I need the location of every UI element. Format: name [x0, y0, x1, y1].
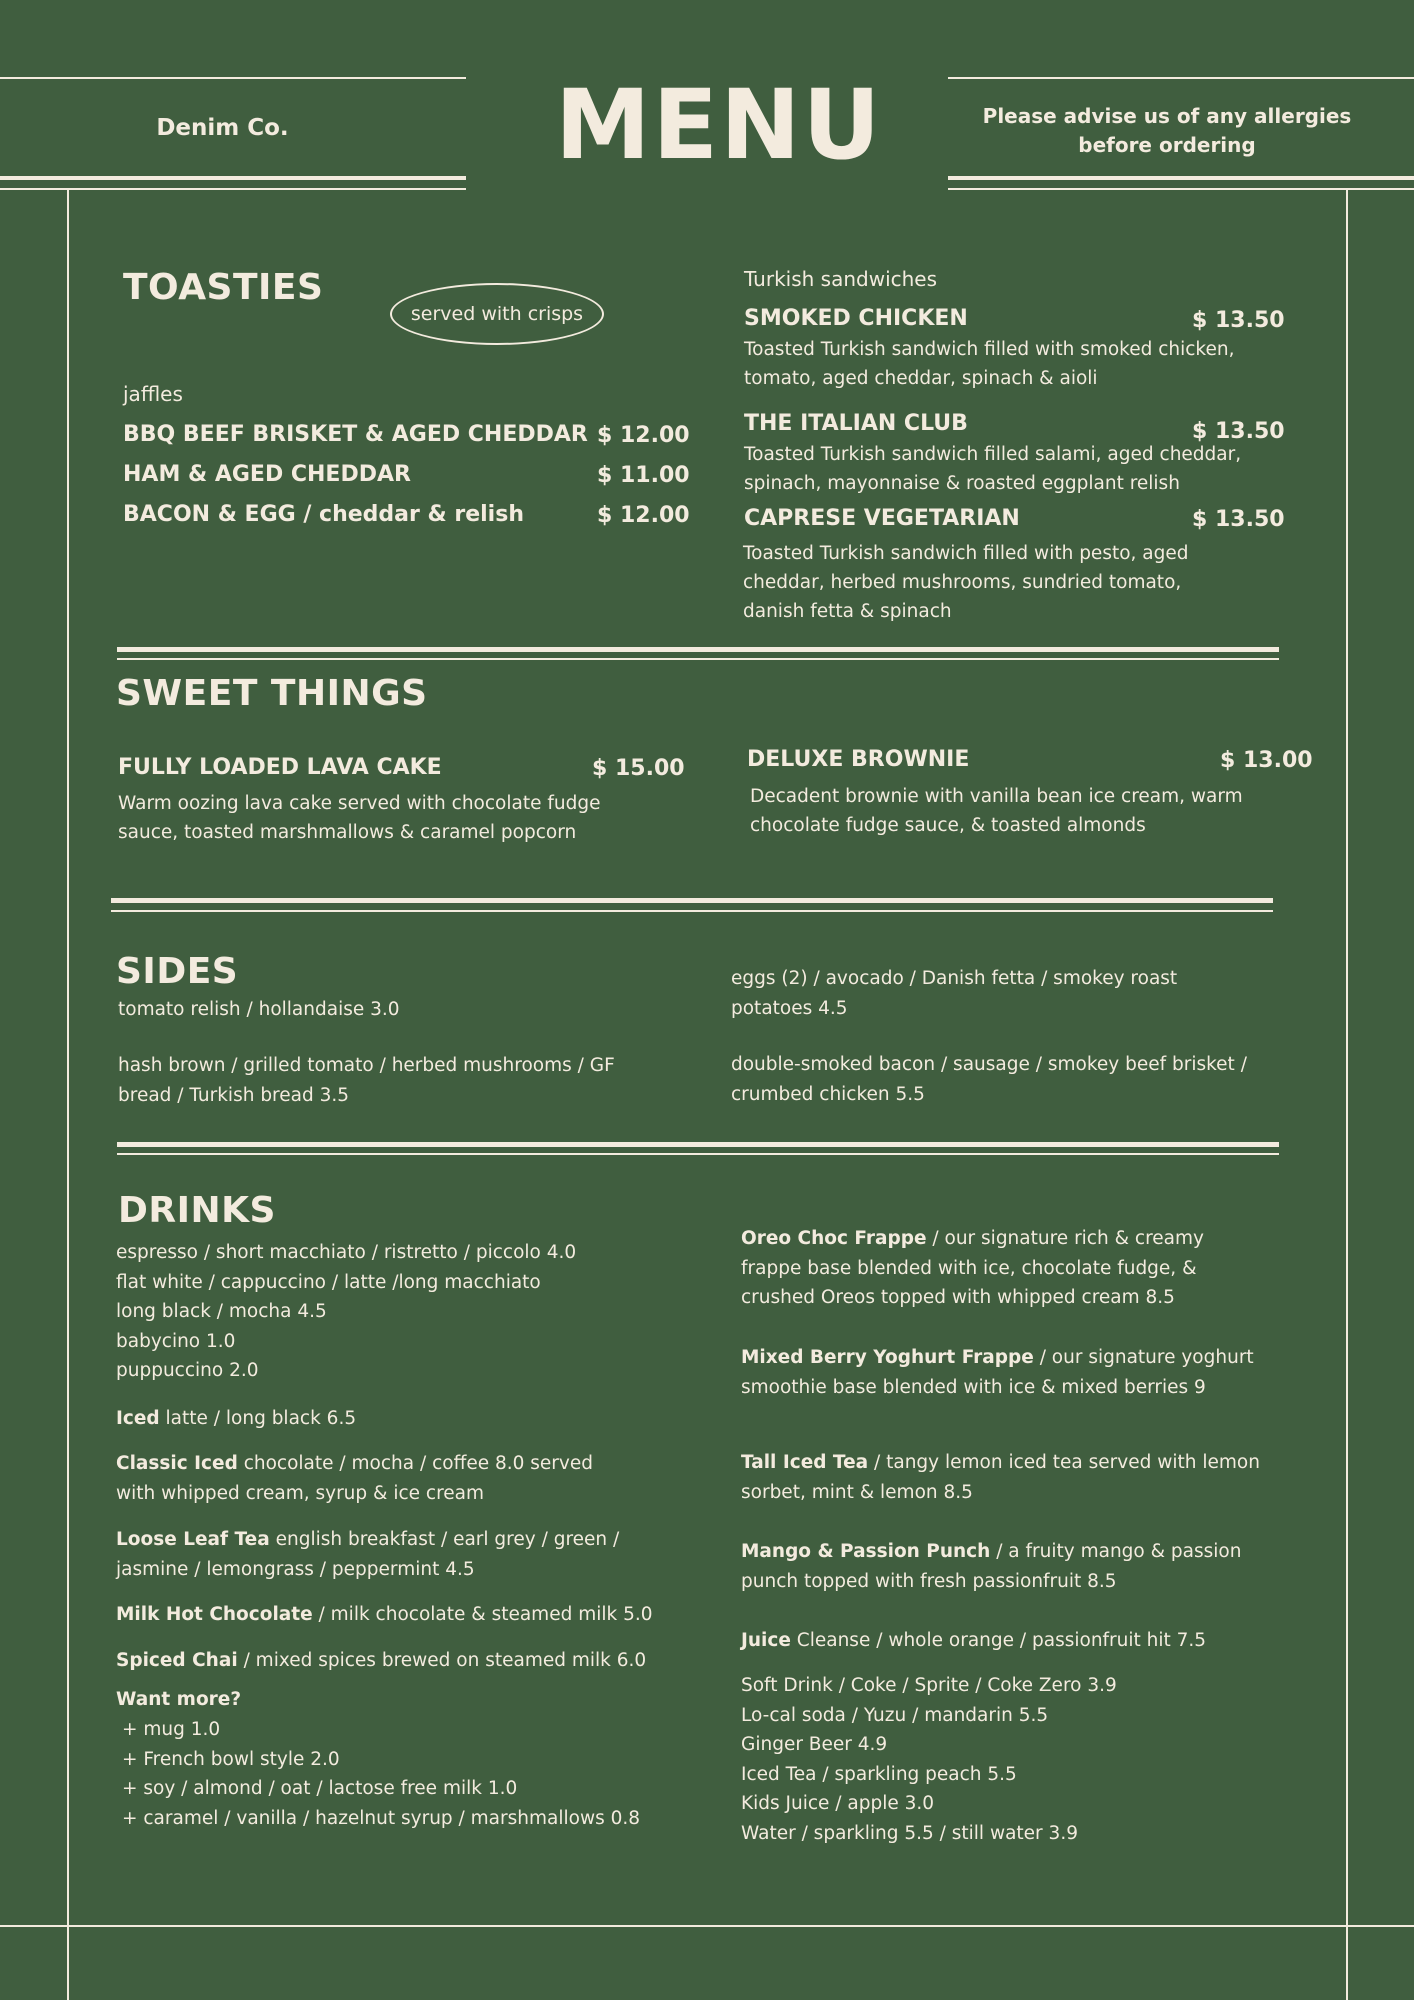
frame-line-bottom: [0, 1925, 1414, 1927]
frame-line-top-right-thin2: [948, 188, 1414, 190]
toasties-heading: TOASTIES: [123, 267, 324, 308]
menu-item-description: Toasted Turkish sandwich filled salami, aged cheddar, spinach, mayonnaise & roasted eggplant relish: [744, 444, 1242, 494]
section-divider-thick: [111, 898, 1273, 903]
menu-item-price: $ 15.00: [592, 756, 685, 781]
served-with-crisps-badge: served with crisps: [390, 283, 604, 345]
drink-line: Lo-cal soda / Yuzu / mandarin 5.5: [741, 1704, 1049, 1726]
menu-item-name: DELUXE BROWNIE: [747, 747, 970, 772]
extra-line: + soy / almond / oat / lactose free milk 1.0: [122, 1778, 518, 1799]
menu-item-name: HAM & AGED CHEDDAR: [123, 462, 411, 487]
allergy-notice: Please advise us of any allergies before ordering: [982, 104, 1352, 157]
drink-line: babycino 1.0: [116, 1330, 236, 1352]
drink-entry: [741, 1343, 1261, 1402]
drink-line: Iced Tea / sparkling peach 5.5: [741, 1763, 1017, 1785]
menu-item-price: $ 13.00: [1220, 748, 1313, 773]
drink-entry: [741, 1448, 1261, 1507]
drinks-heading: DRINKS: [118, 1190, 276, 1231]
frame-line-right-vertical: [1346, 190, 1348, 2000]
drink-detail: latte / long black 6.5: [159, 1408, 357, 1429]
want-more-label: [116, 1685, 241, 1715]
extra-line: + caramel / vanilla / hazelnut syrup / marshmallows 0.8: [122, 1807, 641, 1829]
sides-item: eggs (2) / avocado / Danish fetta / smokey roast potatoes 4.5: [731, 968, 1178, 1019]
drink-name: Classic Iced: [116, 1453, 238, 1474]
sides-item: double-smoked bacon / sausage / smokey beef brisket / crumbed chicken 5.5: [731, 1054, 1247, 1105]
drink-entry: [741, 1537, 1281, 1596]
drink-detail: / mixed spices brewed on steamed milk 6.0: [237, 1650, 647, 1671]
drink-line: Soft Drink / Coke / Sprite / Coke Zero 3.9: [741, 1675, 1117, 1696]
sweet-things-heading: SWEET THINGS: [116, 673, 428, 714]
drink-detail: / milk chocolate & steamed milk 5.0: [312, 1604, 653, 1625]
drink-name: Iced: [116, 1408, 160, 1429]
menu-item-name: FULLY LOADED LAVA CAKE: [118, 755, 442, 780]
drink-name: Tall Iced Tea: [741, 1452, 869, 1473]
drink-detail: / our signature rich & creamy frappe base blended with ice, chocolate fudge, & crushed Oreos topped with whipped cream 8.5: [741, 1228, 1204, 1308]
drink-name: Juice: [741, 1630, 791, 1651]
frame-line-top-left-thin2: [0, 188, 466, 190]
drink-name: Milk Hot Chocolate: [116, 1604, 313, 1625]
turkish-subheading: Turkish sandwiches: [744, 267, 938, 291]
menu-item-name: BACON & EGG / cheddar & relish: [123, 502, 524, 527]
section-divider-thin: [117, 658, 1279, 660]
want-more-text: Want more?: [116, 1689, 242, 1710]
drink-detail: english breakfast / earl grey / green / jasmine / lemongrass / peppermint 4.5: [116, 1529, 620, 1580]
drink-line: Ginger Beer 4.9: [741, 1734, 888, 1755]
drink-line: puppuccino 2.0: [116, 1360, 259, 1381]
drink-line: Kids Juice / apple 3.0: [741, 1793, 935, 1814]
brand-name: Denim Co.: [156, 115, 289, 141]
drink-line: long black / mocha 4.5: [116, 1301, 327, 1322]
drink-entry: [116, 1646, 696, 1676]
menu-item-name: SMOKED CHICKEN: [744, 306, 968, 331]
drink-line: flat white / cappuccino / latte /long macchiato: [116, 1271, 541, 1293]
drink-name: Oreo Choc Frappe: [741, 1228, 927, 1249]
extra-line: + French bowl style 2.0: [122, 1748, 340, 1770]
jaffles-subheading: jaffles: [123, 382, 183, 406]
coffee-list: [116, 1238, 676, 1386]
drink-entry: [116, 1525, 676, 1584]
drink-name: Mixed Berry Yoghurt Frappe: [741, 1347, 1034, 1368]
drink-line: espresso / short macchiato / ristretto / piccolo 4.0: [116, 1242, 577, 1263]
menu-item-name: CAPRESE VEGETARIAN: [744, 506, 1020, 531]
section-divider-thin: [117, 1153, 1279, 1155]
section-divider-thin: [111, 910, 1273, 912]
sides-item: hash brown / grilled tomato / herbed mushrooms / GF bread / Turkish bread 3.5: [118, 1055, 615, 1106]
frame-line-top-right-thick: [948, 176, 1414, 180]
frame-line-top-right-thin: [948, 77, 1414, 79]
drink-detail: chocolate / mocha / coffee 8.0 served with whipped cream, syrup & ice cream: [116, 1453, 593, 1504]
page-title: MENU: [555, 69, 883, 181]
section-divider-thick: [117, 647, 1279, 652]
drink-entry: [116, 1449, 616, 1508]
drink-entry: [741, 1626, 1301, 1656]
menu-item-description: Warm oozing lava cake served with chocolate fudge sauce, toasted marshmallows & caramel popcorn: [118, 793, 601, 843]
drink-name: Mango & Passion Punch: [741, 1541, 991, 1562]
drink-detail: / tangy lemon iced tea served with lemon sorbet, mint & lemon 8.5: [741, 1452, 1260, 1503]
menu-item-price: $ 13.50: [1192, 419, 1285, 444]
drink-entry: [116, 1404, 676, 1434]
drink-line: Water / sparkling 5.5 / still water 3.9: [741, 1822, 1078, 1844]
frame-line-top-left-thin: [0, 77, 466, 79]
menu-item-price: $ 12.00: [597, 423, 690, 448]
menu-item-name: THE ITALIAN CLUB: [744, 411, 968, 436]
sides-heading: SIDES: [116, 951, 239, 992]
drink-entry: [741, 1224, 1261, 1313]
menu-item-description: Decadent brownie with vanilla bean ice cream, warm chocolate fudge sauce, & toasted almonds: [750, 786, 1243, 836]
drink-name: Loose Leaf Tea: [116, 1529, 270, 1550]
extras-list: [122, 1715, 702, 1833]
drink-entry: [116, 1600, 696, 1630]
sides-item: tomato relish / hollandaise 3.0: [118, 999, 400, 1020]
menu-item-price: $ 12.00: [597, 503, 690, 528]
section-divider-thick: [117, 1142, 1279, 1147]
menu-item-price: $ 11.00: [597, 463, 690, 488]
frame-line-top-left-thick: [0, 176, 466, 180]
menu-item-description: Toasted Turkish sandwich filled with smoked chicken, tomato, aged cheddar, spinach & aioli: [744, 339, 1235, 389]
frame-line-left-vertical: [67, 190, 69, 2000]
drink-detail: / our signature yoghurt smoothie base blended with ice & mixed berries 9: [741, 1347, 1254, 1398]
drink-detail: Cleanse / whole orange / passionfruit hit 7.5: [790, 1630, 1207, 1651]
drink-detail: / a fruity mango & passion punch topped with fresh passionfruit 8.5: [741, 1541, 1242, 1592]
menu-item-price: $ 13.50: [1192, 308, 1285, 333]
extra-line: + mug 1.0: [122, 1719, 221, 1740]
soft-drinks-list: [741, 1671, 1301, 1848]
drink-name: Spiced Chai: [116, 1650, 238, 1671]
menu-item-description: Toasted Turkish sandwich filled with pesto, aged cheddar, herbed mushrooms, sundried tomato, danish fetta & spinach: [743, 543, 1189, 622]
menu-item-name: BBQ BEEF BRISKET & AGED CHEDDAR: [123, 422, 588, 447]
menu-item-price: $ 13.50: [1192, 507, 1285, 532]
